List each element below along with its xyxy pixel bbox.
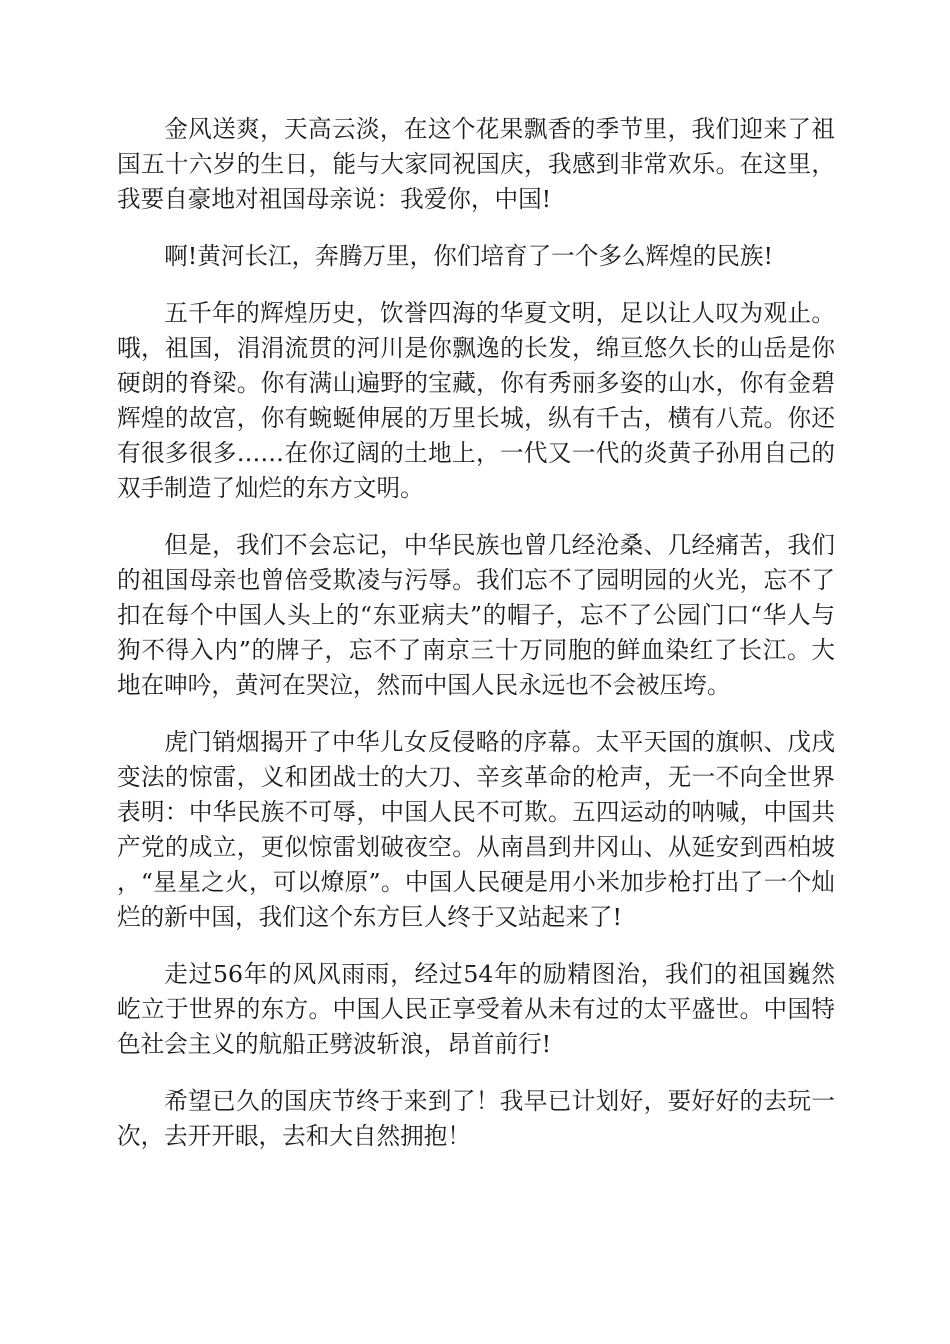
paragraph-5: 虎门销烟揭开了中华儿女反侵略的序幕。太平天国的旗帜、戊戌变法的惊雷，义和团战士的大刀、辛亥革命的枪声，无一不向全世界表明：中华民族不可辱，中国人民不可欺。五四运动的呐喊，中国共产党的成立，更似惊雷划破夜空。从南昌到井冈山、从延安到西柏坡，“星星之火，可以燎原”。中国人民硬是用小米加步枪打出了一个灿烂的新中国，我们这个东方巨人终于又站起来了! [117, 728, 835, 931]
paragraph-6: 走过56年的风风雨雨，经过54年的励精图治，我们的祖国巍然屹立于世界的东方。中国人民正享受着从未有过的太平盛世。中国特色社会主义的航船正劈波斩浪，昂首前行! [117, 960, 835, 1058]
document-body [117, 112, 835, 1176]
paragraph-3: 五千年的辉煌历史，饮誉四海的华夏文明，足以让人叹为观止。哦，祖国，涓涓流贯的河川是你飘逸的长发，绵亘悠久长的山岳是你硬朗的脊梁。你有满山遍野的宝藏，你有秀丽多姿的山水，你有金碧辉煌的故宫，你有蜿蜒伸展的万里长城，纵有千古，横有八荒。你还有很多很多……在你辽阔的土地上，一代又一代的炎黄子孙用自己的双手制造了灿烂的东方文明。 [117, 299, 835, 502]
paragraph-7: 希望已久的国庆节终于来到了！我早已计划好，要好好的去玩一次，去开开眼，去和大自然拥抱！ [117, 1087, 835, 1150]
paragraph-4: 但是，我们不会忘记，中华民族也曾几经沧桑、几经痛苦，我们的祖国母亲也曾倍受欺凌与污辱。我们忘不了园明园的火光，忘不了扣在每个中国人头上的“东亚病夫”的帽子，忘不了公园门口“华人与狗不得入内”的牌子，忘不了南京三十万同胞的鲜血染红了长江。大地在呻吟，黄河在哭泣，然而中国人民永远也不会被压垮。 [117, 531, 835, 699]
paragraph-1: 金风送爽，天高云淡，在这个花果飘香的季节里，我们迎来了祖国五十六岁的生日，能与大家同祝国庆，我感到非常欢乐。在这里，我要自豪地对祖国母亲说：我爱你，中国! [117, 115, 835, 213]
paragraph-2: 啊!黄河长江，奔腾万里，你们培育了一个多么辉煌的民族! [164, 242, 773, 270]
